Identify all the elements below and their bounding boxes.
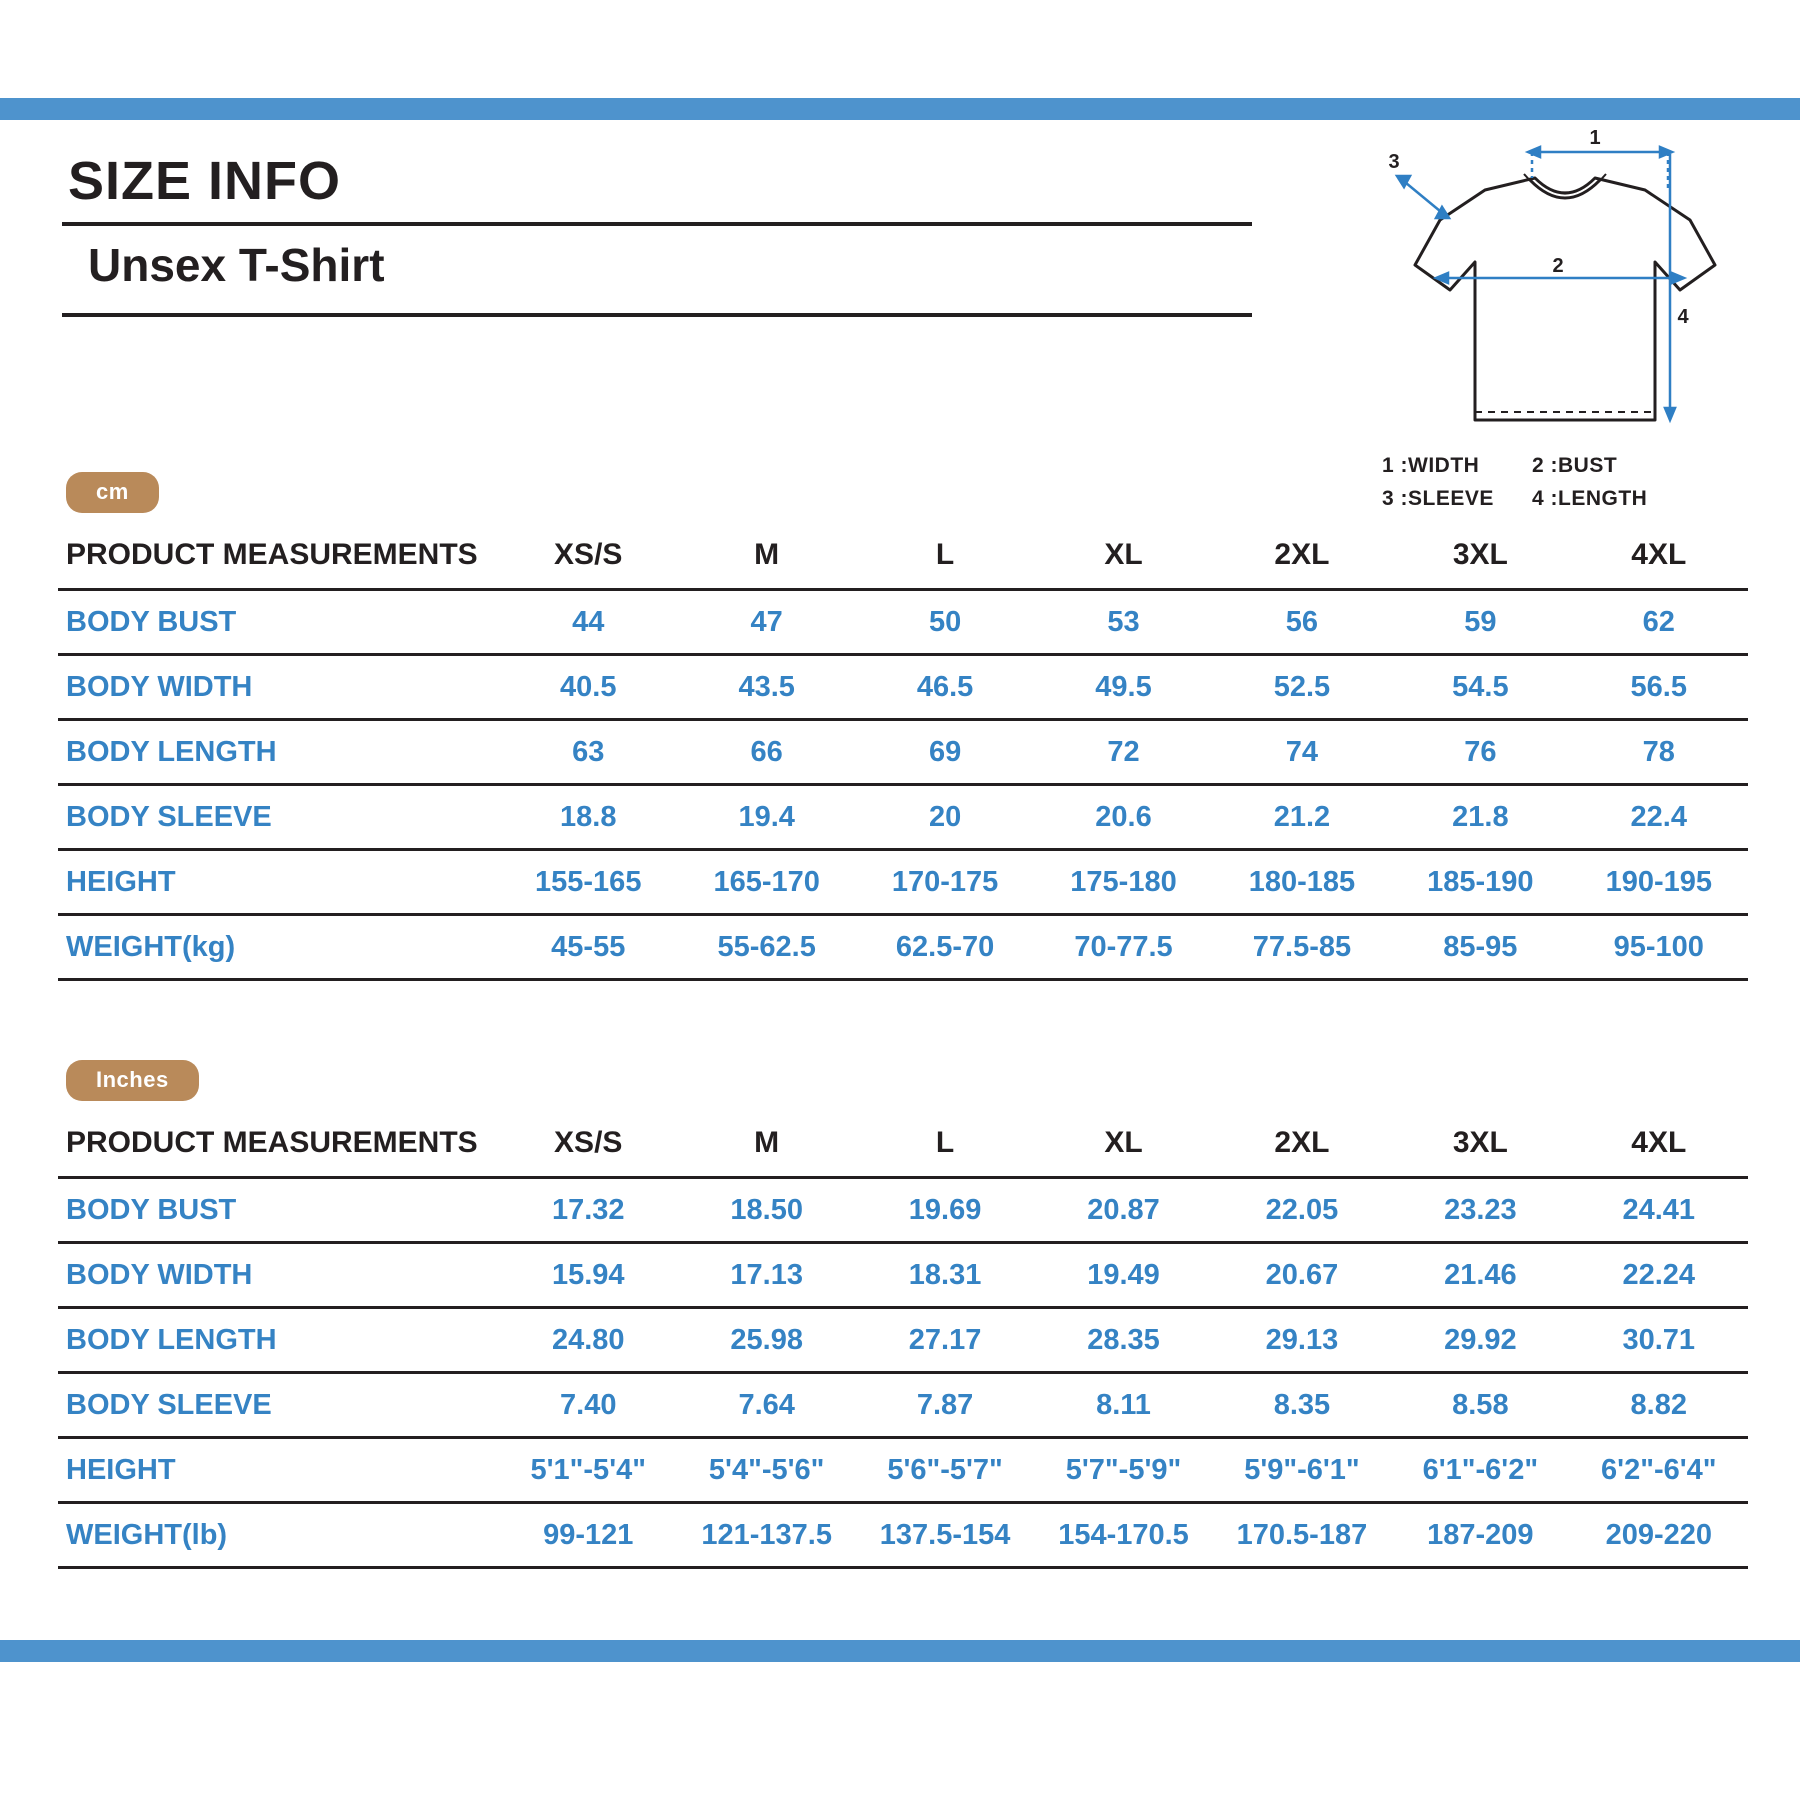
table-row [58, 1373, 1748, 1438]
cell-value: 28.35 [1034, 1308, 1212, 1373]
cell-value: 24.80 [499, 1308, 677, 1373]
cell-value: 59 [1391, 590, 1569, 655]
cell-value: 56 [1213, 590, 1391, 655]
legend-item-length: 4 :LENGTH [1532, 486, 1648, 510]
cell-value: 137.5-154 [856, 1503, 1034, 1568]
cell-value: 63 [499, 720, 677, 785]
cell-value: 62 [1570, 590, 1748, 655]
cell-value: 19.4 [677, 785, 855, 850]
legend-item-bust: 2 :BUST [1532, 454, 1618, 477]
cell-value: 21.46 [1391, 1243, 1569, 1308]
table-row [58, 850, 1748, 915]
column-header-xl: XL [1104, 538, 1143, 571]
cell-value: 47 [677, 590, 855, 655]
cell-value: 20.6 [1034, 785, 1212, 850]
table-row [58, 915, 1748, 980]
cell-value: 15.94 [499, 1243, 677, 1308]
cell-value: 6'2"-6'4" [1570, 1438, 1748, 1503]
cell-value: 6'1"-6'2" [1391, 1438, 1569, 1503]
cell-value: 99-121 [499, 1503, 677, 1568]
table-header-row [58, 1110, 1748, 1178]
bottom-accent-bar [0, 1640, 1800, 1662]
cell-value: 55-62.5 [677, 915, 855, 980]
unit-badge-cm-wrap [66, 472, 159, 513]
cell-value: 23.23 [1391, 1178, 1569, 1243]
legend-item-width: 1 :WIDTH [1382, 454, 1480, 477]
cell-value: 154-170.5 [1034, 1503, 1212, 1568]
column-header-xl: XL [1104, 1126, 1143, 1159]
cell-value: 21.8 [1391, 785, 1569, 850]
row-label: WEIGHT(lb) [58, 1503, 499, 1568]
column-header-m: M [754, 1126, 780, 1159]
row-label: BODY SLEEVE [58, 1373, 499, 1438]
column-header-measurements: PRODUCT MEASUREMENTS [66, 1126, 478, 1159]
row-label: WEIGHT(kg) [58, 915, 499, 980]
cell-value: 5'1"-5'4" [499, 1438, 677, 1503]
cell-value: 53 [1034, 590, 1212, 655]
cell-value: 46.5 [856, 655, 1034, 720]
cell-value: 19.69 [856, 1178, 1034, 1243]
row-label: BODY BUST [58, 1178, 499, 1243]
column-header-l: L [935, 538, 955, 571]
column-header-3xl: 3XL [1452, 538, 1508, 571]
row-label: BODY BUST [58, 590, 499, 655]
cell-value: 54.5 [1391, 655, 1569, 720]
size-table-inches [58, 1110, 1748, 1569]
column-header-4xl: 4XL [1631, 538, 1687, 571]
column-header-measurements: PRODUCT MEASUREMENTS [66, 538, 478, 571]
cell-value: 77.5-85 [1213, 915, 1391, 980]
row-label: HEIGHT [58, 1438, 499, 1503]
cell-value: 44 [499, 590, 677, 655]
t-shirt-diagram [1380, 130, 1750, 460]
cell-value: 78 [1570, 720, 1748, 785]
content-area [0, 120, 1800, 1640]
cell-value: 18.50 [677, 1178, 855, 1243]
cell-value: 17.32 [499, 1178, 677, 1243]
column-header-2xl: 2XL [1274, 1126, 1330, 1159]
size-table-cm [58, 522, 1748, 981]
cell-value: 22.24 [1570, 1243, 1748, 1308]
table-row [58, 785, 1748, 850]
cell-value: 74 [1213, 720, 1391, 785]
cell-value: 22.4 [1570, 785, 1748, 850]
svg-text:3: 3 [1388, 151, 1400, 173]
header-divider-bottom [62, 313, 1252, 317]
cell-value: 29.13 [1213, 1308, 1391, 1373]
top-accent-bar [0, 98, 1800, 120]
column-header-xs-s: XS/S [554, 1126, 623, 1159]
cell-value: 8.11 [1034, 1373, 1212, 1438]
cell-value: 8.58 [1391, 1373, 1569, 1438]
table-header-row [58, 522, 1748, 590]
page-header [62, 150, 1252, 317]
cell-value: 5'7"-5'9" [1034, 1438, 1212, 1503]
svg-text:1: 1 [1589, 130, 1601, 149]
diagram-legend [1382, 450, 1782, 515]
cell-value: 52.5 [1213, 655, 1391, 720]
cell-value: 66 [677, 720, 855, 785]
cell-value: 40.5 [499, 655, 677, 720]
cell-value: 50 [856, 590, 1034, 655]
cell-value: 155-165 [499, 850, 677, 915]
cell-value: 76 [1391, 720, 1569, 785]
cell-value: 121-137.5 [677, 1503, 855, 1568]
cell-value: 185-190 [1391, 850, 1569, 915]
cell-value: 69 [856, 720, 1034, 785]
cell-value: 29.92 [1391, 1308, 1569, 1373]
cell-value: 20.87 [1034, 1178, 1212, 1243]
page-subtitle: Unsex T-Shirt [88, 239, 385, 292]
cell-value: 5'6"-5'7" [856, 1438, 1034, 1503]
cell-value: 7.64 [677, 1373, 855, 1438]
cell-value: 18.31 [856, 1243, 1034, 1308]
cell-value: 209-220 [1570, 1503, 1748, 1568]
cell-value: 62.5-70 [856, 915, 1034, 980]
cell-value: 22.05 [1213, 1178, 1391, 1243]
cell-value: 17.13 [677, 1243, 855, 1308]
svg-text:2: 2 [1552, 255, 1564, 277]
cell-value: 19.49 [1034, 1243, 1212, 1308]
row-label: HEIGHT [58, 850, 499, 915]
column-header-m: M [754, 538, 780, 571]
page-title: SIZE INFO [68, 151, 342, 211]
cell-value: 5'9"-6'1" [1213, 1438, 1391, 1503]
table-row [58, 1308, 1748, 1373]
cell-value: 7.87 [856, 1373, 1034, 1438]
column-header-xs-s: XS/S [554, 538, 623, 571]
cell-value: 25.98 [677, 1308, 855, 1373]
cell-value: 18.8 [499, 785, 677, 850]
cell-value: 49.5 [1034, 655, 1212, 720]
cell-value: 170-175 [856, 850, 1034, 915]
column-header-2xl: 2XL [1274, 538, 1330, 571]
table-row [58, 655, 1748, 720]
cell-value: 7.40 [499, 1373, 677, 1438]
cell-value: 85-95 [1391, 915, 1569, 980]
cell-value: 170.5-187 [1213, 1503, 1391, 1568]
legend-row [1382, 483, 1782, 516]
row-label: BODY WIDTH [58, 655, 499, 720]
table-row [58, 1503, 1748, 1568]
cell-value: 190-195 [1570, 850, 1748, 915]
cell-value: 8.35 [1213, 1373, 1391, 1438]
legend-item-sleeve: 3 :SLEEVE [1382, 486, 1494, 510]
cell-value: 70-77.5 [1034, 915, 1212, 980]
cell-value: 72 [1034, 720, 1212, 785]
column-header-4xl: 4XL [1631, 1126, 1687, 1159]
cell-value: 21.2 [1213, 785, 1391, 850]
cell-value: 20.67 [1213, 1243, 1391, 1308]
cell-value: 20 [856, 785, 1034, 850]
cell-value: 180-185 [1213, 850, 1391, 915]
svg-text:4: 4 [1677, 306, 1689, 328]
cell-value: 43.5 [677, 655, 855, 720]
cell-value: 45-55 [499, 915, 677, 980]
table-row [58, 1243, 1748, 1308]
row-label: BODY SLEEVE [58, 785, 499, 850]
table-row [58, 1438, 1748, 1503]
unit-badge-inches: Inches [66, 1060, 199, 1101]
column-header-l: L [935, 1126, 955, 1159]
cell-value: 56.5 [1570, 655, 1748, 720]
row-label: BODY WIDTH [58, 1243, 499, 1308]
cell-value: 95-100 [1570, 915, 1748, 980]
cell-value: 175-180 [1034, 850, 1212, 915]
cell-value: 187-209 [1391, 1503, 1569, 1568]
unit-badge-inches-wrap [66, 1060, 199, 1101]
unit-badge-cm: cm [66, 472, 159, 513]
cell-value: 5'4"-5'6" [677, 1438, 855, 1503]
row-label: BODY LENGTH [58, 720, 499, 785]
cell-value: 165-170 [677, 850, 855, 915]
cell-value: 30.71 [1570, 1308, 1748, 1373]
cell-value: 8.82 [1570, 1373, 1748, 1438]
table-row [58, 720, 1748, 785]
table-row [58, 1178, 1748, 1243]
table-row [58, 590, 1748, 655]
cell-value: 24.41 [1570, 1178, 1748, 1243]
cell-value: 27.17 [856, 1308, 1034, 1373]
row-label: BODY LENGTH [58, 1308, 499, 1373]
legend-row [1382, 450, 1782, 483]
column-header-3xl: 3XL [1452, 1126, 1508, 1159]
